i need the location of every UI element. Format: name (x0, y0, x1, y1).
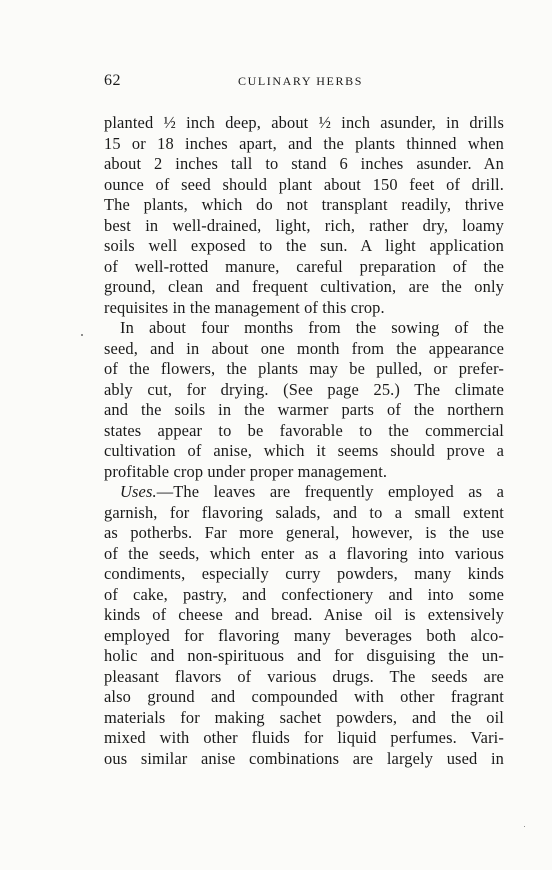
page-header (104, 72, 504, 92)
line-text: In about four months from the sowing of the (120, 318, 504, 337)
text-line (104, 482, 504, 503)
line-text: garnish, for flavoring salads, and to a small extent (104, 502, 504, 522)
line-text: states appear to be favorable to the commercial (104, 420, 504, 440)
text-line (104, 708, 504, 729)
text-line (104, 544, 504, 565)
em-dash: — (156, 482, 174, 501)
text-line (104, 667, 504, 688)
line-text: ably cut, for drying. (See page 25.) The climate (104, 379, 504, 399)
line-text: holic and non-spirituous and for disguising the un- (104, 646, 504, 665)
text-line (104, 134, 504, 155)
line-text: of cake, pastry, and confectionery and into some (104, 584, 504, 604)
text-line (104, 400, 504, 421)
line-text: 15 or 18 inches apart, and the plants thinned when (104, 133, 504, 153)
line-text: ground, clean and frequent cultivation, are the only (104, 277, 504, 296)
text-line (104, 605, 504, 626)
text-line (104, 749, 504, 770)
line-text: requisites in the management of this crop. (104, 297, 385, 317)
text-line (104, 298, 504, 319)
line-text: materials for making sachet powders, and the oil (104, 707, 504, 727)
line-text: ounce of seed should plant about 150 feet of drill. (104, 174, 504, 194)
text-line (104, 564, 504, 585)
line-text: best in well-drained, light, rich, rather dry, loamy (104, 215, 504, 235)
text-line (104, 339, 504, 360)
text-line (104, 421, 504, 442)
text-line (104, 523, 504, 544)
line-text: The leaves are frequently employed as a (173, 482, 504, 501)
text-line (104, 503, 504, 524)
text-line (104, 318, 504, 339)
text-line (104, 462, 504, 483)
text-line (104, 626, 504, 647)
line-text: ous similar anise combinations are largely used in (104, 748, 504, 768)
text-line (104, 216, 504, 237)
text-line (104, 175, 504, 196)
line-text: and the soils in the warmer parts of the northern (104, 400, 504, 419)
line-text: seed, and in about one month from the appearance (104, 338, 504, 358)
line-text: of the seeds, which enter as a flavoring into various (104, 543, 504, 563)
line-text: as potherbs. Far more general, however, is the use (104, 523, 504, 542)
line-text: about 2 inches tall to stand 6 inches asunder. An (104, 154, 504, 173)
text-line (104, 646, 504, 667)
text-line (104, 277, 504, 298)
paper-speck (524, 826, 525, 827)
text-line (104, 236, 504, 257)
running-head: CULINARY HERBS (238, 74, 363, 88)
line-text: The plants, which do not transplant readily, thrive (104, 195, 504, 214)
line-text: condiments, especially curry powders, many kinds (104, 564, 504, 583)
text-line (104, 441, 504, 462)
line-text: soils well exposed to the sun. A light application (104, 236, 504, 255)
line-text: mixed with other fluids for liquid perfumes. Vari- (104, 728, 504, 747)
line-text: also ground and compounded with other fragrant (104, 687, 504, 706)
line-text: cultivation of anise, which it seems should prove a (104, 441, 504, 460)
line-text: planted ½ inch deep, about ½ inch asunder, in drills (104, 113, 504, 132)
page-number: 62 (104, 72, 121, 89)
paper-speck (81, 334, 83, 336)
line-text: of the flowers, the plants may be pulled, or prefer- (104, 359, 504, 378)
line-text: profitable crop under proper management. (104, 461, 388, 481)
line-text: kinds of cheese and bread. Anise oil is extensively (104, 605, 504, 624)
line-text: employed for flavoring many beverages both alco- (104, 625, 504, 645)
text-line (104, 585, 504, 606)
text-line (104, 728, 504, 749)
text-line (104, 359, 504, 380)
text-line (104, 380, 504, 401)
body-text (104, 113, 504, 769)
line-text: pleasant flavors of various drugs. The seeds are (104, 666, 504, 686)
line-text: of well-rotted manure, careful preparation of the (104, 256, 504, 276)
text-line (104, 257, 504, 278)
text-line (104, 154, 504, 175)
text-line (104, 687, 504, 708)
section-lead-in: Uses. (120, 482, 157, 501)
text-line (104, 113, 504, 134)
text-line (104, 195, 504, 216)
